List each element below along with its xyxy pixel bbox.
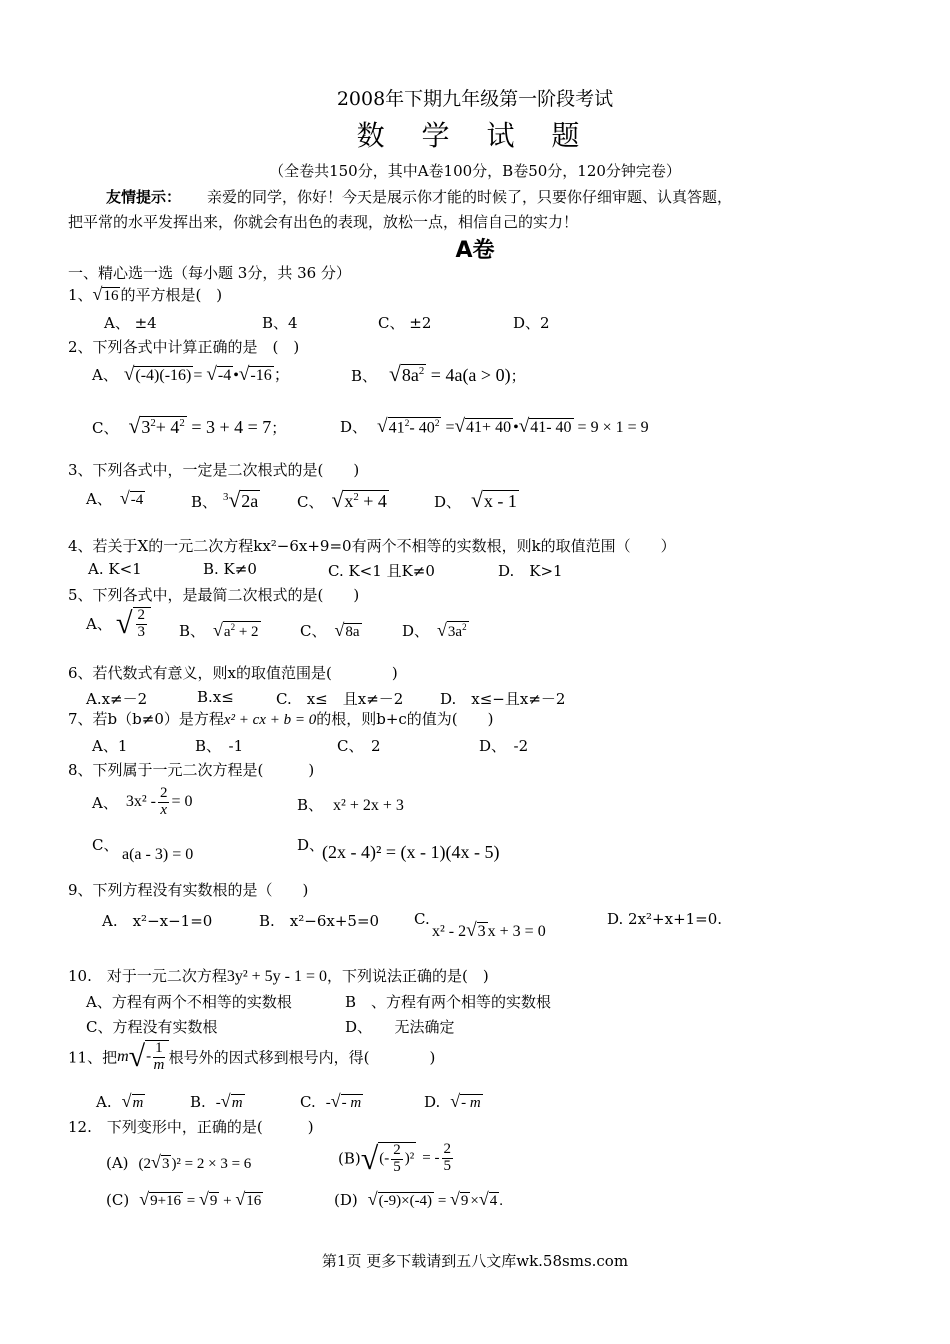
q4-stem: 4、若关于X的一元二次方程kx²−6x+9=0有两个不相等的实数根，则k的取值范围（ ） — [68, 537, 676, 555]
q11-option-d: D. √- m — [424, 1091, 481, 1111]
q9-option-a: A. x²−x−1=0 — [102, 912, 213, 930]
page-footer: 第1页 更多下载请到五八文库wk.58sms.com — [321, 1252, 629, 1270]
q10-option-c: C、方程没有实数根 — [86, 1018, 218, 1036]
q2-option-b: B、 $√8a^2 = 4a(a > 0)$； — [351, 362, 526, 386]
q9-option-b: B. x²−6x+5=0 — [259, 912, 380, 930]
sqrt-expr: √16 — [92, 284, 119, 304]
q5-stem: 5、下列各式中，是最简二次根式的是( ) — [68, 586, 360, 604]
tip-text-1: 亲爱的同学，你好！今天是展示你才能的时候了，只要你仔细审题、认真答题， — [207, 188, 733, 206]
q12-option-d: (D) √(-9)×(-4) = √9 ×√4 . — [334, 1189, 504, 1209]
q6-stem: 6、若代数式有意义，则x的取值范围是( ) — [68, 664, 398, 682]
q1-option-d: D、2 — [513, 314, 550, 332]
q4-option-d: D. K>1 — [498, 562, 563, 580]
q3-option-c: C、 $√x^2 + 4$ — [297, 488, 387, 512]
q7-option-c: C、 2 — [337, 737, 381, 755]
q6-option-c: C. x≤ 且x≠－2 — [276, 690, 404, 708]
q6-option-b: B.x≤ — [197, 688, 234, 706]
q8-option-c: a(a - 3) = 0 — [122, 846, 194, 863]
part1-heading: 一、精心选一选（每小题 3分，共 36 分） — [68, 264, 351, 282]
q11-option-a: A. √m — [96, 1091, 144, 1111]
q2-option-d: D、 $√41^2-$ $40^2 =√41+ 40$ •√41- 40 = 9 × 1 = 9 — [340, 416, 649, 437]
q2-option-c: C、 $√3^2+ 4^2 = 3 + 4 = 7$； — [92, 414, 287, 438]
subject-title: 数 学 试 题 — [356, 119, 594, 152]
q4-option-c: C. K<1 且K≠0 — [328, 562, 435, 580]
q9-stem: 9、下列方程没有实数根的是（ ) — [68, 881, 309, 899]
q12-stem: 12. 下列变形中，正确的是( ) — [68, 1118, 314, 1136]
q1-option-a: A、 ±4 — [104, 314, 157, 332]
tip-line-1 — [106, 186, 732, 207]
q6-option-a: A.x≠－2 — [86, 690, 148, 708]
q9-option-d: D. 2x²+x+1=0. — [607, 910, 723, 928]
q10-option-a: A、方程有两个不相等的实数根 — [86, 993, 292, 1011]
q8-option-b: B、 x² + 2x + 3 — [297, 796, 404, 814]
q1-option-c: C、 ±2 — [378, 314, 432, 332]
q11-option-c: C. -√- m — [300, 1091, 362, 1111]
q8-option-a: A、 3x² - $\frac{2}{x}$ = 0 — [92, 785, 193, 818]
section-a-heading: A卷 — [455, 238, 495, 263]
q5-option-c: C、 √8a — [300, 620, 360, 640]
q2-option-a: A、 √(-4)(-16) = √-4 •√-16 ； — [92, 364, 290, 385]
q4-option-b: B. K≠0 — [203, 560, 257, 578]
q1-option-b: B、4 — [262, 314, 298, 332]
q5-option-a: A、 √ $\frac{2}{3}$ — [86, 606, 151, 641]
q5-option-d: D、 $√3a^2$ — [402, 620, 467, 640]
tip-label: 友情提示： — [106, 188, 182, 206]
q5-option-b: B、 $√a^2 + 2$ — [179, 620, 259, 640]
q9-option-c: x² - 2√3 x + 3 = 0 — [432, 920, 546, 941]
q9-option-c-label: C. — [414, 910, 430, 928]
exam-title: 2008年下期九年级第一阶段考试 — [336, 88, 614, 110]
tip-line-2: 把平常的水平发挥出来，你就会有出色的表现，放松一点，相信自己的实力！ — [68, 213, 579, 231]
q2-stem: 2、下列各式中计算正确的是 ( ) — [68, 338, 300, 356]
q3-option-d: D、 √x - 1 — [434, 488, 517, 512]
q11-option-b: B. -√m — [190, 1091, 243, 1111]
q8-option-d: (2x - 4)² = (x - 1)(4x - 5) — [322, 842, 500, 862]
q8-option-c-label: C、 — [92, 836, 119, 854]
exam-note: （全卷共150分，其中A卷100分，B卷50分，120分钟完卷） — [269, 162, 681, 180]
q12-option-b: (B)√(- $\frac{2}{5}$ )² = - $\frac{2}{5}$ — [338, 1140, 452, 1176]
q6-option-d: D. x≤−且x≠－2 — [440, 690, 566, 708]
q7-option-d: D、 -2 — [479, 737, 529, 755]
q1-stem: 1、√16 的平方根是( ) — [68, 284, 223, 304]
q7-stem: 7、若b（b≠0）是方程x² + cx + b = 0的根，则b+c的值为( ) — [68, 710, 494, 728]
q4-option-a: A. K<1 — [88, 560, 142, 578]
q3-stem: 3、下列各式中，一定是二次根式的是( ) — [68, 461, 360, 479]
q8-stem: 8、下列属于一元二次方程是( ) — [68, 761, 315, 779]
q12-option-a: (A) (2√3 )² = 2 × 3 = 6 — [106, 1152, 252, 1172]
q3-option-a: A、 √-4 — [86, 488, 144, 508]
q10-option-d: D、 无法确定 — [345, 1018, 455, 1036]
q7-option-b: B、 -1 — [195, 737, 244, 755]
q10-option-b: B 、方程有两个相等的实数根 — [345, 993, 552, 1011]
q11-stem: 11、把m√- $\frac{1}{m}$ 根号外的因式移到根号内，得( ) — [68, 1040, 436, 1073]
q12-option-c: (C) √9+16 = √9 + √16 — [106, 1189, 262, 1209]
q7-option-a: A、1 — [92, 737, 128, 755]
q10-stem: 10. 对于一元二次方程3y² + 5y - 1 = 0，下列说法正确的是( ) — [68, 967, 489, 985]
q8-option-d-label: D、 — [297, 836, 325, 854]
q3-option-b: B、 $^3$√2a — [191, 488, 259, 512]
